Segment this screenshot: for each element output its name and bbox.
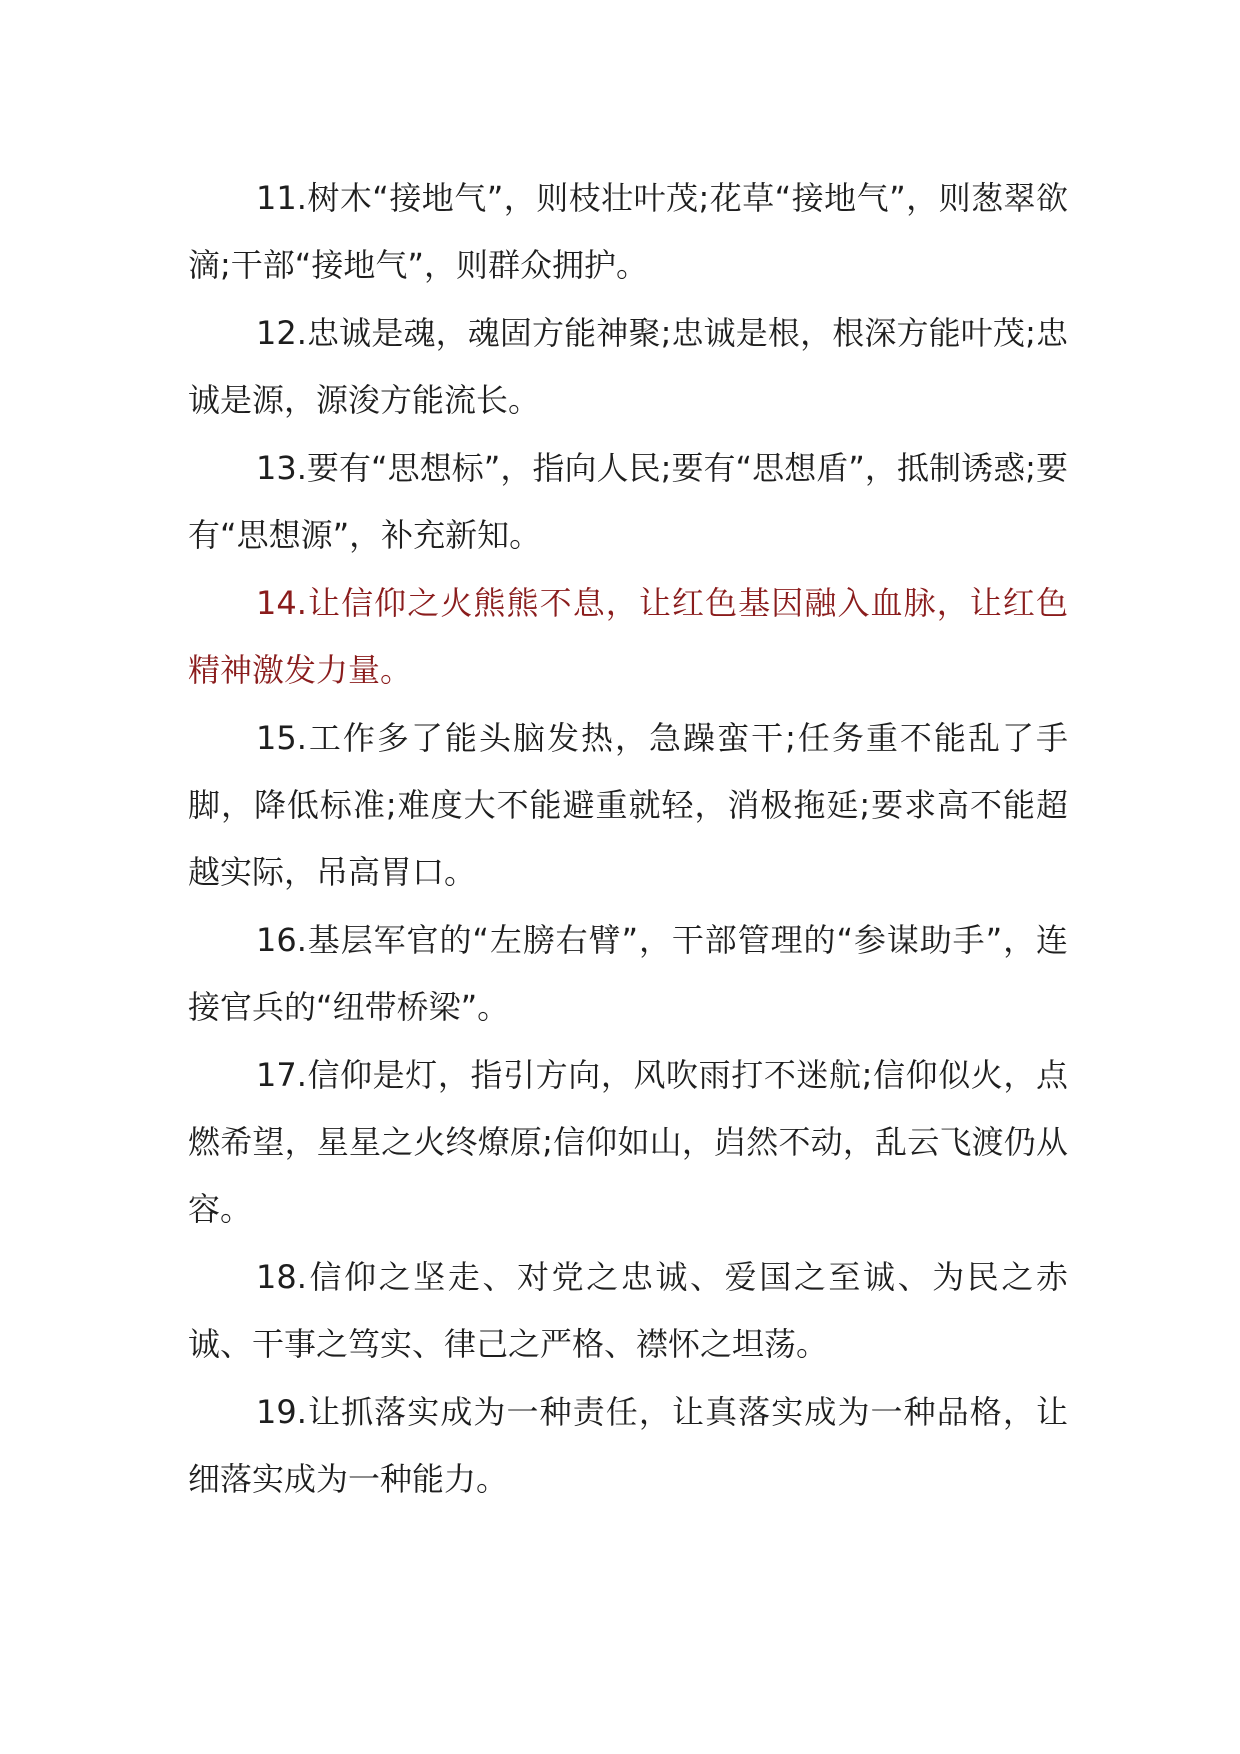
paragraph-17: 17.信仰是灯，指引方向，风吹雨打不迷航;信仰似火，点燃希望，星星之火终燎原;信仰如山，岿然不动，乱云飞渡仍从容。 (188, 1056, 1068, 1228)
paragraph-16: 16.基层军官的“左膀右臂”，干部管理的“参谋助手”，连接官兵的“纽带桥梁”。 (188, 921, 1068, 1026)
paragraph-19: 19.让抓落实成为一种责任，让真落实成为一种品格，让细落实成为一种能力。 (188, 1393, 1068, 1498)
paragraph-14-highlighted: 14.让信仰之火熊熊不息，让红色基因融入血脉，让红色精神激发力量。 (188, 584, 1068, 689)
paragraph-18: 18.信仰之坚走、对党之忠诚、爱国之至诚、为民之赤诚、干事之笃实、律己之严格、襟怀之坦荡。 (188, 1258, 1068, 1363)
document-body (188, 165, 1068, 1514)
paragraph-12: 12.忠诚是魂，魂固方能神聚;忠诚是根，根深方能叶茂;忠诚是源，源浚方能流长。 (188, 314, 1068, 419)
paragraph-13: 13.要有“思想标”，指向人民;要有“思想盾”，抵制诱惑;要有“思想源”，补充新知。 (188, 449, 1068, 554)
paragraph-11: 11.树木“接地气”，则枝壮叶茂;花草“接地气”，则葱翠欲滴;干部“接地气”，则群众拥护。 (188, 179, 1068, 284)
paragraph-15: 15.工作多了能头脑发热，急躁蛮干;任务重不能乱了手脚，降低标准;难度大不能避重就轻，消极拖延;要求高不能超越实际，吊高胃口。 (188, 719, 1068, 891)
